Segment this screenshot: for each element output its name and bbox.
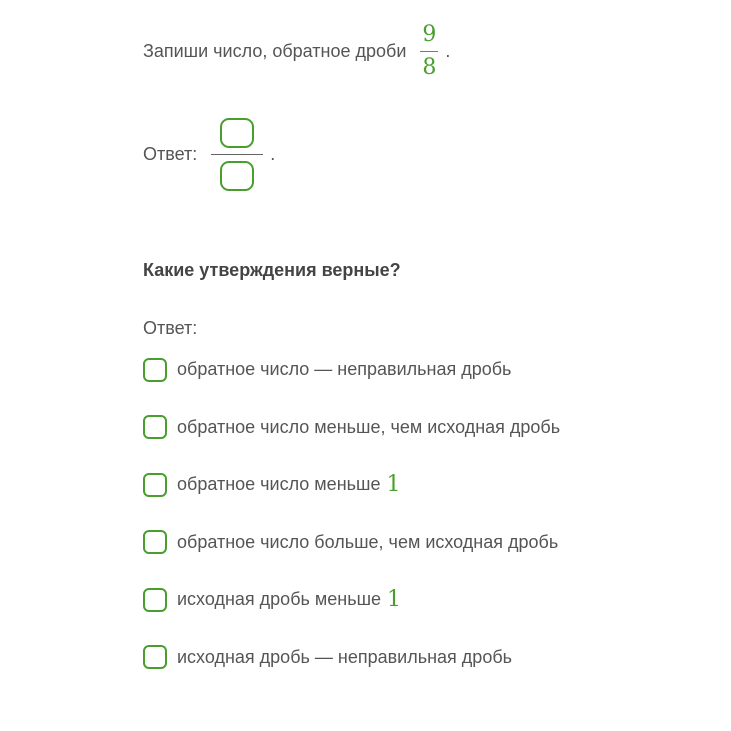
checkbox-1[interactable] xyxy=(143,358,167,382)
option-2[interactable] xyxy=(143,410,560,445)
option-text-5: исходная дробь меньше xyxy=(177,589,382,609)
numerator-input[interactable] xyxy=(220,118,254,148)
option-text-1: обратное число — неправильная дробь xyxy=(177,359,512,379)
option-4[interactable] xyxy=(143,525,560,560)
fraction-bar xyxy=(420,51,438,52)
fraction-denominator: 8 xyxy=(422,54,437,80)
answer-label-statements: Ответ: xyxy=(143,318,198,338)
option-text-4: обратное число больше, чем исходная дробь xyxy=(177,531,559,552)
answer-fraction-bar xyxy=(211,154,263,155)
option-6[interactable] xyxy=(143,640,560,675)
statement-options xyxy=(143,352,560,697)
option-3[interactable] xyxy=(143,467,560,502)
checkbox-3[interactable] xyxy=(143,473,167,497)
option-number-3: 1 xyxy=(386,472,401,497)
answer-fraction xyxy=(211,118,263,191)
fraction-answer-row xyxy=(143,112,275,196)
checkbox-6[interactable] xyxy=(143,645,167,669)
option-number-5: 1 xyxy=(387,587,402,612)
task-period: . xyxy=(445,40,451,61)
task-text: Запиши число, обратное дроби xyxy=(143,40,407,61)
option-text-2: обратное число меньше, чем исходная дробь xyxy=(177,416,561,437)
checkbox-2[interactable] xyxy=(143,415,167,439)
task-statement xyxy=(143,18,450,84)
checkbox-5[interactable] xyxy=(143,588,167,612)
checkbox-4[interactable] xyxy=(143,530,167,554)
answer-period: . xyxy=(270,143,276,164)
answer-label: Ответ: xyxy=(143,143,198,164)
question-title: Какие утверждения верные? xyxy=(143,260,401,280)
given-fraction xyxy=(420,21,438,82)
option-1[interactable] xyxy=(143,352,560,387)
option-5[interactable] xyxy=(143,582,560,617)
option-text-3: обратное число меньше xyxy=(177,474,381,494)
option-text-6: исходная дробь — неправильная дробь xyxy=(177,646,513,667)
denominator-input[interactable] xyxy=(220,161,254,191)
fraction-numerator: 9 xyxy=(422,21,437,47)
